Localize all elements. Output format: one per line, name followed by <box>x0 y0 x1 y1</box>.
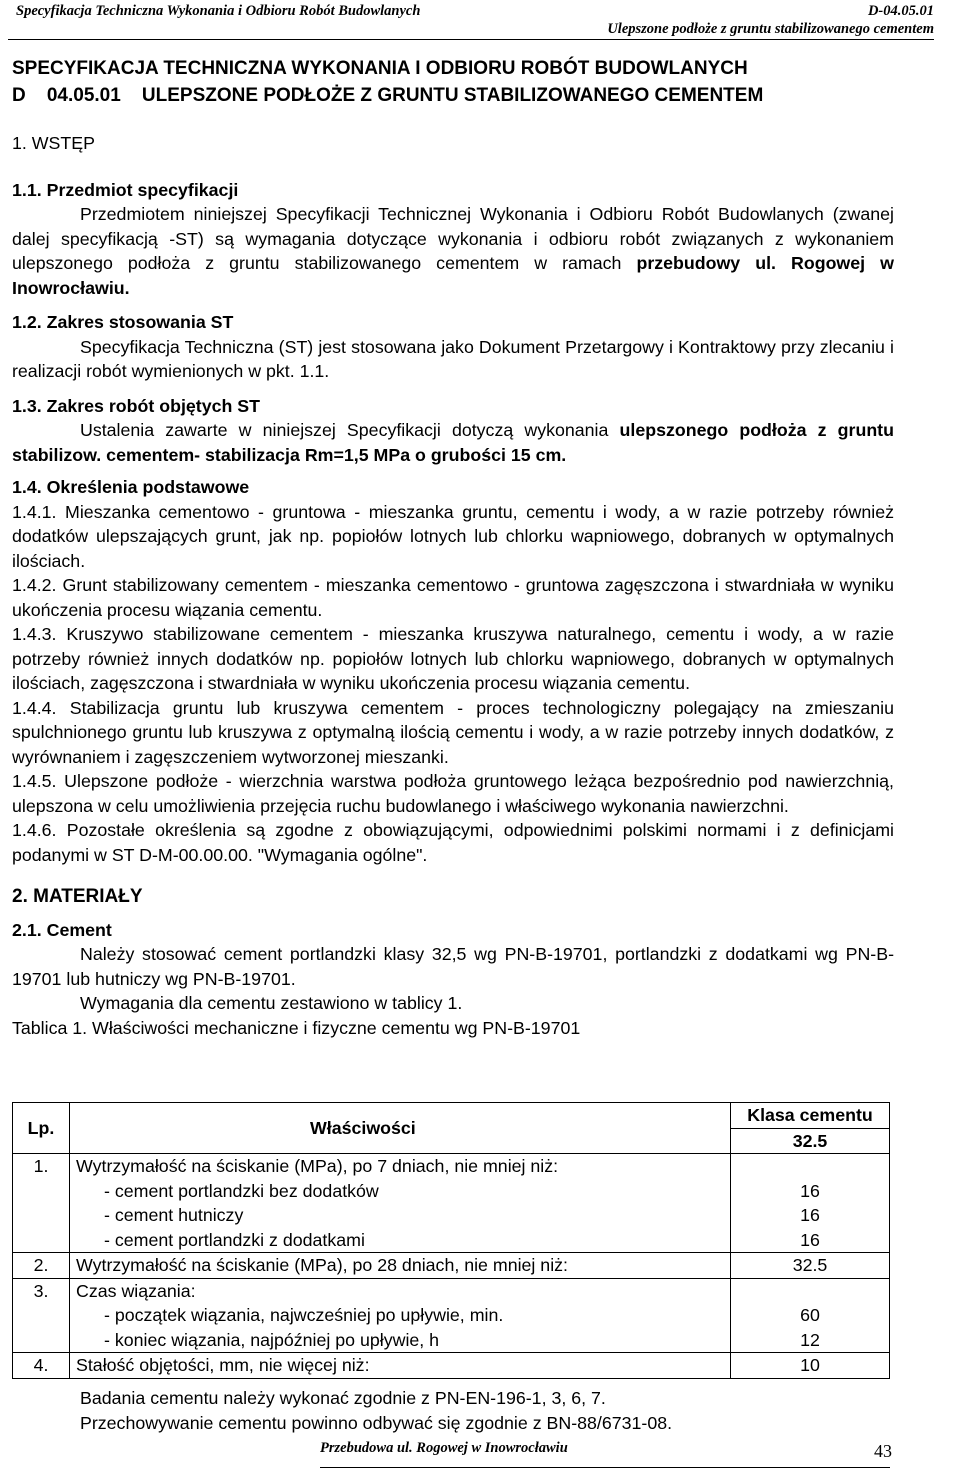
row-2-property: Wytrzymałość na ściskanie (MPa), po 28 dniach, nie mniej niż: <box>70 1253 731 1279</box>
row-1-lp: 1. <box>13 1154 70 1253</box>
section-1-1-text <box>12 202 894 300</box>
header-cement-class: Klasa cementu <box>731 1103 890 1129</box>
footer-project: Przebudowa ul. Rogowej w Inowrocławiu <box>320 1440 568 1456</box>
after-table-notes <box>80 1386 672 1435</box>
section-1-3-text <box>12 418 894 467</box>
section-2-1-text: Należy stosować cement portlandzki klasy 32,5 wg PN-B-19701, portlandzki z dodatkami wg PN-B-19701 lub hutniczy wg PN-B-19701. <box>12 944 894 989</box>
section-1-3-scope: ulepszonego podłoża z gruntu stabilizow. cementem- stabilizacja Rm=1,5 MPa o grubości 15 cm. <box>12 420 894 465</box>
table-row <box>13 1278 890 1353</box>
row-1-values <box>731 1154 890 1253</box>
row-1-value-1: 16 <box>800 1180 820 1201</box>
table-row <box>13 1154 890 1253</box>
row-1-value-3: 16 <box>800 1229 820 1250</box>
header-left-text: Specyfikacja Techniczna Wykonania i Odbioru Robót Budowlanych <box>16 3 421 19</box>
row-4-lp: 4. <box>13 1353 70 1379</box>
row-1-sub-1: - cement portlandzki bez dodatków <box>104 1180 379 1201</box>
section-1-3-body: Ustalenia zawarte w niniejszej Specyfikacji dotyczą wykonania <box>80 420 609 440</box>
row-1-property <box>70 1154 731 1253</box>
row-3-label: Czas wiązania: <box>76 1280 196 1301</box>
row-1-value-2: 16 <box>800 1205 820 1225</box>
table-header-row <box>13 1103 890 1129</box>
section-2-1-text-2: Wymagania dla cementu zestawiono w tablicy 1. <box>80 993 463 1013</box>
row-3-lp: 3. <box>13 1278 70 1353</box>
page-header <box>8 0 934 40</box>
table-row <box>13 1253 890 1279</box>
row-3-value-1: 60 <box>800 1305 820 1325</box>
header-properties: Właściwości <box>70 1103 731 1154</box>
row-1-sub-3: - cement portlandzki z dodatkami <box>104 1229 365 1250</box>
row-1-sub-2: - cement hutniczy <box>104 1205 244 1225</box>
header-class-value: 32.5 <box>731 1128 890 1154</box>
section-2-heading: 2. MATERIAŁY <box>12 886 143 907</box>
table-caption: Tablica 1. Właściwości mechaniczne i fizyczne cementu wg PN-B-19701 <box>12 1017 581 1038</box>
row-4-value: 10 <box>731 1353 890 1379</box>
cement-properties-table <box>12 1102 890 1379</box>
section-1-4-heading: 1.4. Określenia podstawowe <box>12 477 250 497</box>
note-storage: Przechowywanie cementu powinno odbywać się zgodnie z BN-88/6731-08. <box>80 1412 673 1433</box>
section-2-1-heading: 2.1. Cement <box>12 919 112 940</box>
row-4-property: Stałość objętości, mm, nie więcej niż: <box>70 1353 731 1379</box>
row-2-value: 32.5 <box>731 1253 890 1279</box>
definition-1-4-1: 1.4.1. Mieszanka cementowo - gruntowa - mieszanka gruntu, cementu i wody, a w razie potrzeby również dodatków ulepszających grunt, jak np. popiołów lotnych lub chlorku wapniowego, dobranych w optymalnych ilościach. <box>12 501 894 571</box>
row-3-value-2: 12 <box>800 1329 820 1350</box>
section-1-3-heading: 1.3. Zakres robót objętych ST <box>12 395 261 416</box>
row-3-sub-2: - koniec wiązania, najpóźniej po upływie, h <box>104 1329 440 1350</box>
section-1-1-heading: 1.1. Przedmiot specyfikacji <box>12 179 239 200</box>
definition-1-4-5: 1.4.5. Ulepszone podłoże - wierzchnia warstwa podłoża gruntowego leżąca bezpośrednio pod nawierzchnią, ulepszona w celu umożliwienia przejęcia ruchu budowlanego i właściwego wykonania nawierzchni. <box>12 771 894 816</box>
header-lp: Lp. <box>13 1103 70 1154</box>
page-number: 43 <box>874 1441 892 1461</box>
section-1-heading: 1. WSTĘP <box>12 133 95 153</box>
doc-title-line-1: SPECYFIKACJA TECHNICZNA WYKONANIA I ODBIORU ROBÓT BUDOWLANYCH <box>12 58 748 79</box>
definition-1-4-4: 1.4.4. Stabilizacja gruntu lub kruszywa cementem - proces technologiczny polegający na zmieszaniu spulchnionego gruntu lub kruszywa z optymalną ilością cementu i wody, a w razie potrzeby innych dodatków, z wyrównaniem i zagęszczeniem wytworzonej mieszanki. <box>12 697 894 767</box>
section-1-2-text: Specyfikacja Techniczna (ST) jest stosowana jako Dokument Przetargowy i Kontraktowy przy zlecaniu i realizacji robót wymienionych w pkt. 1.1. <box>12 336 894 381</box>
document-body <box>12 55 894 1040</box>
row-3-property <box>70 1278 731 1353</box>
section-1-1-project: przebudowy ul. Rogowej w Inowrocławiu. <box>12 253 894 298</box>
definition-1-4-2: 1.4.2. Grunt stabilizowany cementem - mieszanka cementowo - gruntowa zagęszczona i stwardniała w wyniku ukończenia procesu wiązania cementu. <box>12 575 894 620</box>
row-2-lp: 2. <box>13 1253 70 1279</box>
row-3-sub-1: - początek wiązania, najwcześniej po upływie, min. <box>104 1305 504 1325</box>
definition-1-4-6: 1.4.6. Pozostałe określenia są zgodne z obowiązującymi, odpowiednimi polskimi normami i z definicjami podanymi w ST D-M-00.00.00. "Wymagania ogólne". <box>12 820 894 865</box>
header-doc-title: Ulepszone podłoże z gruntu stabilizowanego cementem <box>607 21 934 37</box>
page-footer <box>0 1437 960 1475</box>
header-rule <box>8 39 934 40</box>
table-row <box>13 1353 890 1379</box>
section-1-1-body: Przedmiotem niniejszej Specyfikacji Technicznej Wykonania i Odbioru Robót Budowlanych (zwanej dalej specyfikacją -ST) są wymagania dotyczące wykonania i odbioru robót związanych z wykonaniem ulepszonego podłoża z gruntu stabilizowanego cementem w ramach <box>12 204 894 273</box>
doc-title-line-2: D 04.05.01 ULEPSZONE PODŁOŻE Z GRUNTU STABILIZOWANEGO CEMENTEM <box>12 85 764 106</box>
section-1-2-heading: 1.2. Zakres stosowania ST <box>12 312 234 332</box>
row-3-values <box>731 1278 890 1353</box>
header-doc-code: D-04.05.01 <box>867 3 934 19</box>
footer-rule <box>320 1467 890 1468</box>
row-1-label: Wytrzymałość na ściskanie (MPa), po 7 dniach, nie mniej niż: <box>76 1156 559 1176</box>
note-testing: Badania cementu należy wykonać zgodnie z PN-EN-196-1, 3, 6, 7. <box>80 1388 606 1408</box>
definition-1-4-3: 1.4.3. Kruszywo stabilizowane cementem - mieszanka kruszywa naturalnego, cementu i wody, a w razie potrzeby również innych dodatków np. popiołów lotnych lub chlorku wapniowego, dobranych w optymalnych ilościach, zagęszczona i stwardniała w wyniku ukończenia procesu wiązania cementu. <box>12 624 894 693</box>
